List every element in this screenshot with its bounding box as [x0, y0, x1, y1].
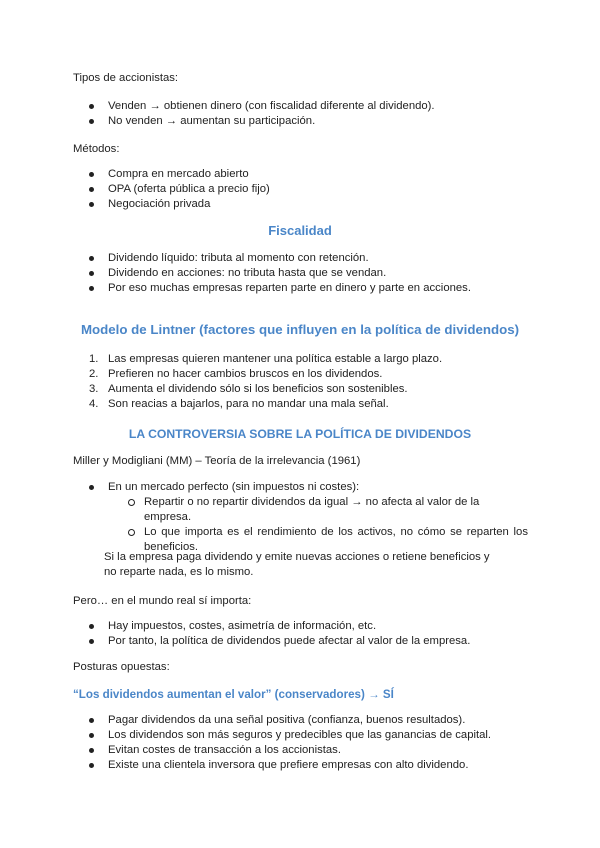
dividends-increase-value-heading: “Los dividendos aumentan el valor” (conservadores) → SÍ	[73, 688, 394, 701]
list-item: 2. Prefieren no hacer cambios bruscos en los dividendos.	[89, 368, 383, 380]
list-item: No venden → aumentan su participación.	[73, 114, 543, 129]
list-item: Por eso muchas empresas reparten parte en dinero y parte en acciones.	[73, 281, 543, 296]
mm-theory-line: Miller y Modigliani (MM) – Teoría de la irrelevancia (1961)	[73, 455, 361, 467]
list-item: Los dividendos son más seguros y predecibles que las ganancias de capital.	[73, 728, 543, 743]
real-world-list	[73, 619, 543, 649]
conservative-arguments-list	[73, 713, 543, 773]
fiscalidad-heading: Fiscalidad	[268, 223, 332, 238]
bullet-icon	[89, 172, 94, 177]
lintner-heading: Modelo de Lintner (factores que influyen en la política de dividendos)	[80, 322, 520, 337]
shareholder-types-label: Tipos de accionistas:	[73, 72, 179, 84]
list-item: Existe una clientela inversora que prefiere empresas con alto dividendo.	[73, 758, 543, 773]
list-item: Por tanto, la política de dividendos puede afectar al valor de la empresa.	[73, 634, 543, 649]
fiscalidad-list	[73, 251, 543, 296]
list-item: Compra en mercado abierto	[73, 167, 543, 182]
opposing-positions-label: Posturas opuestas:	[73, 661, 170, 673]
bullet-icon	[89, 104, 94, 109]
methods-list	[73, 167, 543, 212]
list-item: Hay impuestos, costes, asimetría de información, etc.	[73, 619, 543, 634]
list-item: Negociación privada	[73, 197, 543, 212]
list-item: 4. Son reacias a bajarlos, para no mandar una mala señal.	[89, 398, 389, 410]
bullet-icon	[89, 733, 94, 738]
list-item: Dividendo en acciones: no tributa hasta que se vendan.	[73, 266, 543, 281]
bullet-icon	[89, 748, 94, 753]
list-item: Repartir o no repartir dividendos da igual → no afecta al valor de la empresa.	[126, 495, 528, 525]
perfect-market-sublist	[126, 495, 528, 555]
bullet-icon	[89, 286, 94, 291]
bullet-icon	[89, 256, 94, 261]
controversy-heading: LA CONTROVERSIA SOBRE LA POLÍTICA DE DIVIDENDOS	[128, 427, 472, 441]
shareholder-types-list	[73, 99, 543, 129]
lintner-list	[73, 352, 543, 412]
list-item: En un mercado perfecto (sin impuestos ni costes):	[73, 480, 543, 495]
list-item: Lo que importa es el rendimiento de los activos, no cómo se reparten los beneficios.	[126, 525, 528, 555]
bullet-icon	[89, 624, 94, 629]
bullet-icon	[89, 763, 94, 768]
bullet-icon	[89, 119, 94, 124]
list-item: 3. Aumenta el dividendo sólo si los beneficios son sostenibles.	[89, 383, 408, 395]
circle-bullet-icon	[128, 499, 135, 506]
circle-bullet-icon	[128, 529, 135, 536]
list-item: Dividendo líquido: tributa al momento con retención.	[73, 251, 543, 266]
bullet-icon	[89, 718, 94, 723]
real-world-line: Pero… en el mundo real sí importa:	[73, 595, 252, 607]
perfect-market-list	[73, 480, 543, 495]
bullet-icon	[89, 271, 94, 276]
list-item: Pagar dividendos da una señal positiva (confianza, buenos resultados).	[73, 713, 543, 728]
bullet-icon	[89, 202, 94, 207]
list-item: 1. Las empresas quieren mantener una política estable a largo plazo.	[89, 353, 443, 365]
list-item: Evitan costes de transacción a los accionistas.	[73, 743, 543, 758]
list-item: OPA (oferta pública a precio fijo)	[73, 182, 543, 197]
list-item: Venden → obtienen dinero (con fiscalidad diferente al dividendo).	[73, 99, 543, 114]
bullet-icon	[89, 485, 94, 490]
equivalence-note: Si la empresa paga dividendo y emite nuevas acciones o retiene beneficios y no reparte nada, es lo mismo.	[104, 551, 490, 578]
bullet-icon	[89, 639, 94, 644]
bullet-icon	[89, 187, 94, 192]
methods-label: Métodos:	[73, 143, 120, 155]
